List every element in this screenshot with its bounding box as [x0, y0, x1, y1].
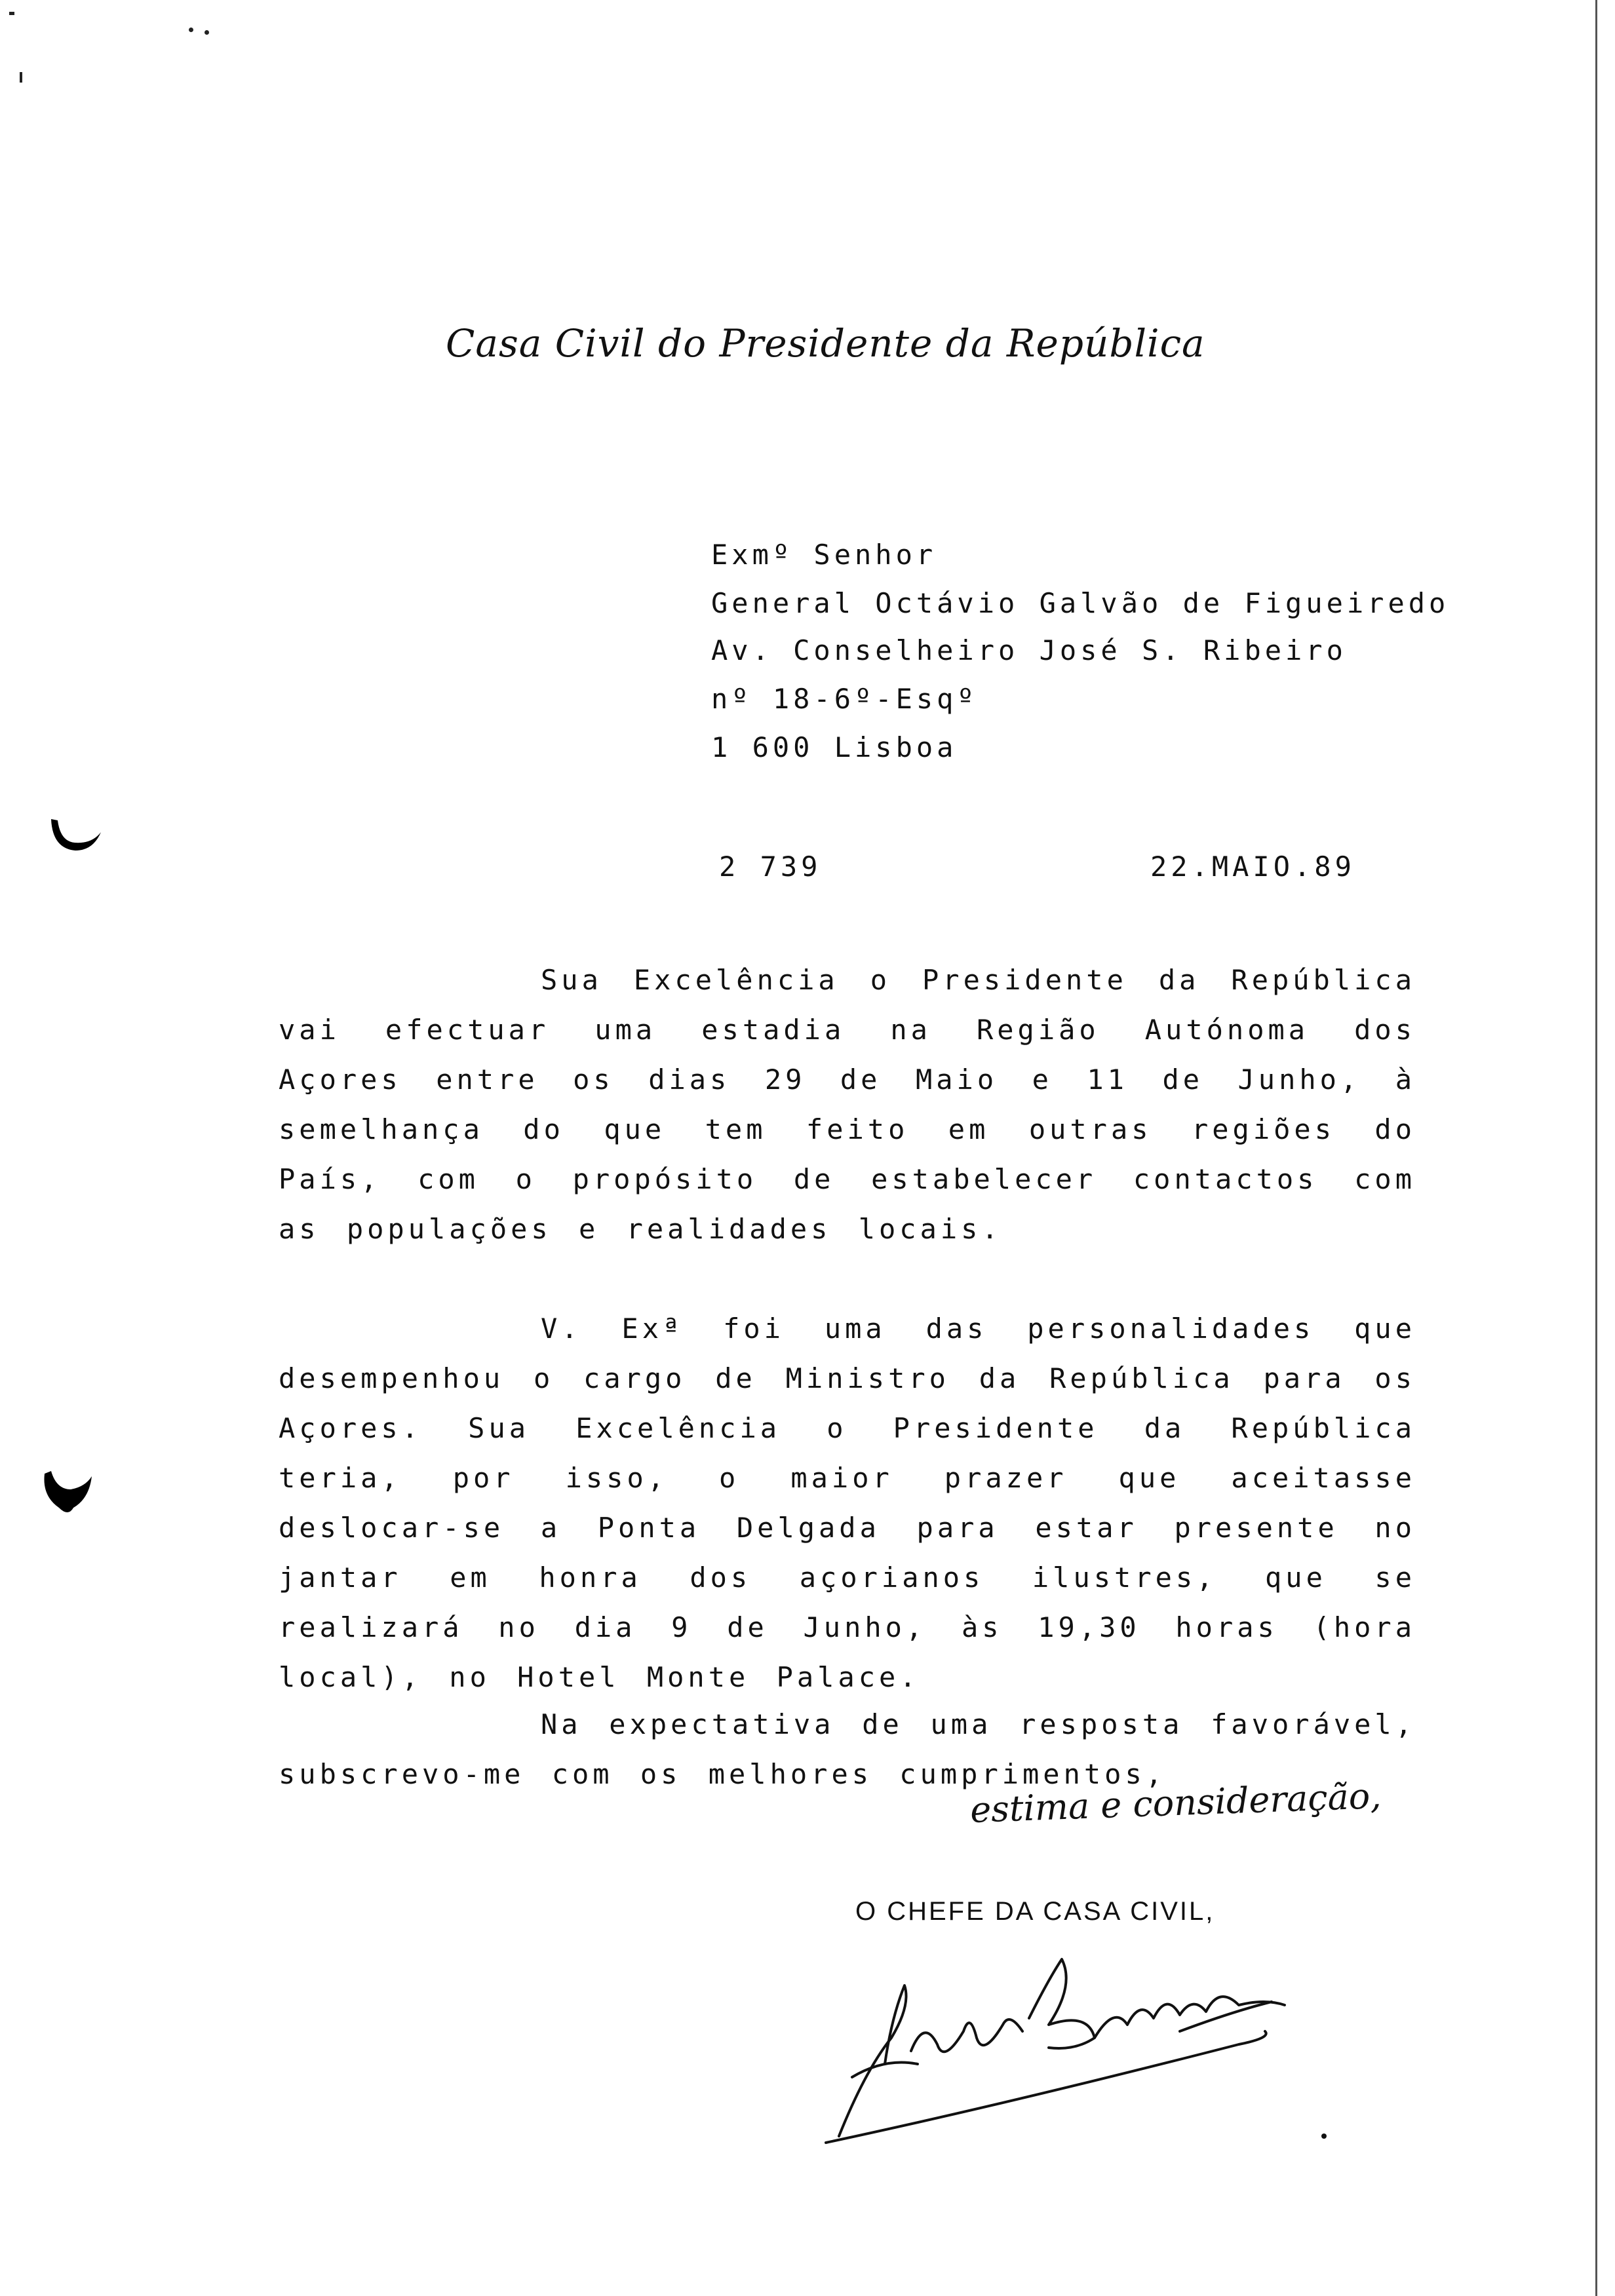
- signature-image: [813, 1940, 1350, 2149]
- recipient-name: General Octávio Galvão de Figueiredo: [711, 587, 1450, 619]
- body-paragraph-2: [279, 1304, 1416, 1702]
- scan-speck: [204, 30, 209, 35]
- scan-speck: [9, 12, 14, 15]
- body-paragraph-3-text: Na expectativa de uma resposta favorável, subscrevo-me com os melhores cumprimentos,: [279, 1708, 1416, 1790]
- scan-speck: [189, 28, 193, 32]
- recipient-city: 1 600 Lisboa: [711, 731, 958, 763]
- recipient-street: Av. Conselheiro José S. Ribeiro: [711, 634, 1347, 666]
- body-paragraph-2-text: V. Exª foi uma das personalidades que desempenhou o cargo de Ministro da República para os Açores. Sua Excelência o Presidente da República teria, por isso, o maior prazer que aceitasse deslocar-se a Ponta Delgada para estar presente no jantar em honra dos açorianos ilustres, que se realizará no dia 9 de Junho, às 19,30 horas (hora local), no Hotel Monte Palace.: [279, 1312, 1416, 1693]
- body-paragraph-1: [279, 955, 1416, 1254]
- scan-speck: [20, 72, 22, 83]
- punch-hole-mark: [39, 1464, 98, 1523]
- recipient-number: nº 18-6º-Esqº: [711, 683, 978, 715]
- signatory-title: O CHEFE DA CASA CIVIL,: [855, 1897, 1215, 1926]
- letter-date: 22.MAIO.89: [1150, 851, 1355, 883]
- handwritten-closing: estima e consideração,: [969, 1775, 1382, 1831]
- reference-number: 2 739: [719, 851, 822, 883]
- binder-edge-line: [1595, 0, 1597, 2296]
- body-paragraph-1-text: Sua Excelência o Presidente da República vai efectuar uma estadia na Região Autónoma dos Açores entre os dias 29 de Maio e 11 de Junho, à semelhança do que tem feito em outras regiões do País, com o propósito de estabelecer contactos com as populações e realidades locais.: [279, 964, 1416, 1245]
- punch-hole-mark: [46, 813, 105, 858]
- recipient-salutation: Exmº Senhor: [711, 539, 937, 571]
- letterhead: Casa Civil do Presidente da República: [446, 321, 1205, 366]
